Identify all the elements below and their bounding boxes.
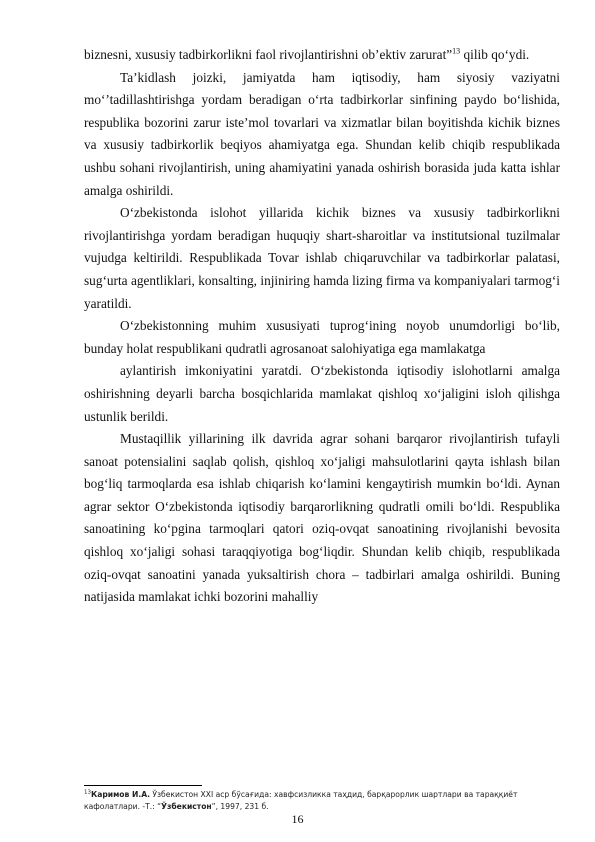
page-number: 16 <box>291 812 304 826</box>
paragraph: Mustaqillik yillarining ilk davrida agrar sohani barqaror rivojlantirish tufayli sanoat potensialini saqlab qolish, qishloq xo‘jaligi mahsulotlarini qayta ishlash bilan bog‘liq tarmoqlarda esa ishlab chiqarish ko‘lamini kengaytirish mumkin bo‘ldi. Aynan agrar sektor O‘zbekistonda iqtisodiy barqarorlikning qudratli omili bo‘ldi. Respublika sanoatining ko‘pgina tarmoqlari qatori oziq-ovqat sanoatining rivojlanishi bevosita qishloq xo‘jaligi sohasi taraqqiyotiga bog‘liqdir. Shundan kelib chiqib, respublikada oziq-ovqat sanoatini yanada yuksaltirish chora – tadbirlari amalga oshirildi. Buning natijasida mamlakat ichki bozorini mahalliy <box>84 431 560 605</box>
footnote-tail: ”, 1997, 231 б. <box>211 801 269 811</box>
paragraph: Ta’kidlash joizki, jamiyatda ham iqtisodiy, ham siyosiy vaziyatni mo‘’tadillashtirishga yordam beradigan o‘rta tadbirkorlar sinfining paydo bo‘lishida, respublika bozorini zarur iste’mol tovarlari va xizmatlar bilan boyitishda kichik biznes va xususiy tadbirkorlik beqiyos ahamiyatga ega. Shundan kelib chiqib respublikada ushbu sohani rivojlantirish, uning ahamiyatini yanada oshirish borasida juda katta ishlar amalga oshirildi. <box>84 69 560 198</box>
paragraph-text: biznesni, xususiy tadbirkorlikni faol rivojlantirishni ob’ektiv zarurat” <box>84 47 453 62</box>
footnote-marker: 13 <box>84 789 91 796</box>
paragraph: O‘zbekistonning muhim xususiyati tuprog‘ining noyob unumdorligi bo‘lib, bunday holat respublikani qudratli agrosanoat salohiyatiga ega mamlakatga <box>84 318 560 356</box>
footnote-publisher: Ўзбекистон <box>161 801 212 811</box>
footnote-author: Каримов И.А. <box>91 790 150 799</box>
footnote-text: Ўзбекистон XXI аср бўсағида: хавфсизликка таҳдид, барқарорлик шартлари ва тараққиёт кафолатлари. -Т.: “ <box>84 790 518 811</box>
paragraph: O‘zbekistonda islohot yillarida kichik biznes va xususiy tadbirkorlikni rivojlantirishga yordam beradigan huquqiy shart-sharoitlar va institutsional tuzilmalar vujudga keltirildi. Respublikada Tovar ishlab chiqaruvchilar va tadbirkorlar palatasi, sug‘urta agentliklari, konsalting, injiniring hamda lizing firma va kompaniyalari tarmog‘i yaratildi. <box>84 205 560 311</box>
footnote <box>84 789 560 812</box>
body-text <box>84 44 560 609</box>
footnote-reference[interactable]: 13 <box>452 46 461 56</box>
paragraph <box>84 44 560 67</box>
footnote-divider <box>84 785 202 786</box>
paragraph: aylantirish imkoniyatini yaratdi. O‘zbekistonda iqtisodiy islohotlarni amalga oshirishning deyarli barcha bosqichlarida mamlakat qishloq xo‘jaligini isloh qilishga ustunlik berildi. <box>84 363 560 424</box>
paragraph-text-tail: qilib qo‘ydi. <box>460 47 530 62</box>
